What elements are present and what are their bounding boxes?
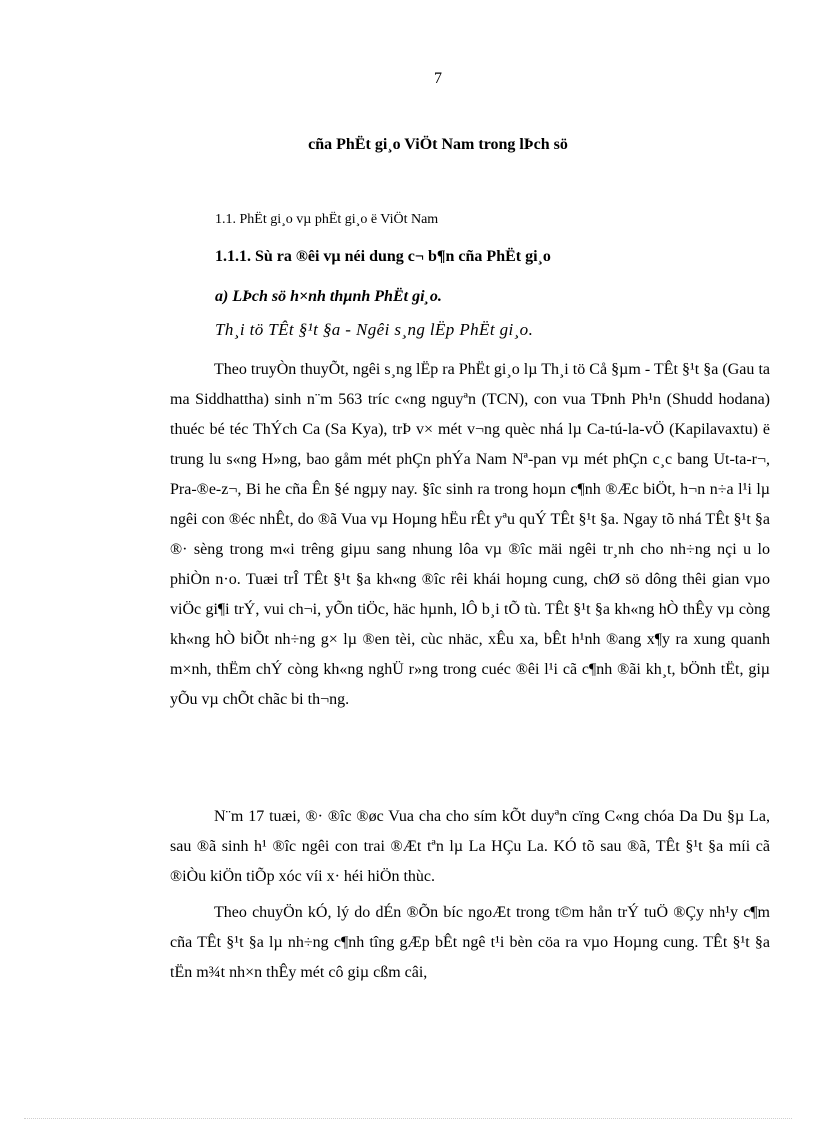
topic-heading: Th¸i tö TÊt §¹t §a - Ngêi s¸ng lËp PhËt gi¸o. (215, 320, 534, 339)
body-text-block-2 (170, 802, 770, 904)
page-bottom-divider (24, 1118, 792, 1119)
body-text-block-3 (170, 898, 770, 1000)
section-heading-1-1-1: 1.1.1. Sù ra ®êi vµ néi dung c¬ b¶n cña PhËt gi¸o (215, 248, 551, 265)
body-text-block-1 (170, 355, 770, 727)
subsection-heading-a: a) LÞch sö h×nh thµnh PhËt gi¸o. (215, 288, 442, 305)
paragraph-1: Theo truyÒn thuyÕt, ngêi s¸ng lËp ra PhËt gi¸o lµ Th¸i tö Cå §µm - TÊt §¹t §a (Gau ta ma Siddhattha) sinh n¨m 563 tríc c«ng nguyªn (TCN), con vua TÞnh Ph¹n (Shudd hodana) thuéc bé téc ThÝch Ca (Sa Kya), trÞ v× mét v¬ng quèc nhá lµ Ca-tú-la-vÖ (Kapilavaxtu) ë trung lu s«ng H»ng, bao gåm mét phÇn phÝa Nam Nª-pan vµ mét phÇn c¸c bang Ut-ta-r¬, Pra-®e-z¬, Bi he cña Ên §é ngµy nay. §îc sinh ra trong hoµn c¶nh ®Æc biÖt, h¬n n÷a l¹i lµ ngêi con ®éc nhÊt, do ®ã Vua vµ Hoµng hËu rÊt yªu quÝ TÊt §¹t §a. Ngay tõ nhá TÊt §¹t §a ®· sèng trong m«i trêng giµu sang nhung lôa vµ ®îc mäi ngêi tr¸nh cho nh÷ng nçi u lo phiÒn n·o. Tuæi trÎ TÊt §¹t §a kh«ng ®îc rêi khái hoµng cung, chØ sö dông thêi gian vµo viÖc gi¶i trÝ, vui ch¬i, yÕn tiÖc, häc hµnh, lÔ b¸i tÕ tù. TÊt §¹t §a kh«ng hÒ thÊy vµ còng kh«ng hÒ biÕt nh÷ng g× lµ ®en tèi, cùc nhäc, xÊu xa, bÊt h¹nh ®ang x¶y ra xung quanh m×nh, thËm chÝ còng kh«ng nghÜ r»ng trong cuéc ®êi l¹i cã c¶nh ®ãi kh¸t, bÖnh tËt, giµ yÕu vµ chÕt chãc bi th¬ng. (170, 361, 770, 708)
chapter-title: cña PhËt gi¸o ViÖt Nam trong lÞch sö (308, 136, 568, 153)
paragraph-2: N¨m 17 tuæi, ®· ®îc ®øc Vua cha cho sím kÕt duyªn cïng C«ng chóa Da Du §µ La, sau ®ã sinh h¹ ®îc ngêi con trai ®Æt tªn lµ La HÇu La. KÓ tõ sau ®ã, TÊt §¹t §a míi cã ®iÒu kiÖn tiÕp xóc víi x· héi hiÖn thùc. (170, 808, 770, 885)
page-number: 7 (434, 70, 442, 87)
section-heading-1: 1.1. PhËt gi¸o vµ phËt gi¸o ë ViÖt Nam (215, 212, 439, 227)
paragraph-3: Theo chuyÖn kÓ, lý do dÉn ®Õn bíc ngoÆt trong t©m hån trÝ tuÖ ®Çy nh¹y c¶m cña TÊt §¹t §a lµ nh÷ng c¶nh tîng gÆp bÊt ngê t¹i bèn cöa ra vµo Hoµng cung. TÊt §¹t §a tËn m¾t nh×n thÊy mét cô giµ cßm câi, (170, 904, 770, 981)
